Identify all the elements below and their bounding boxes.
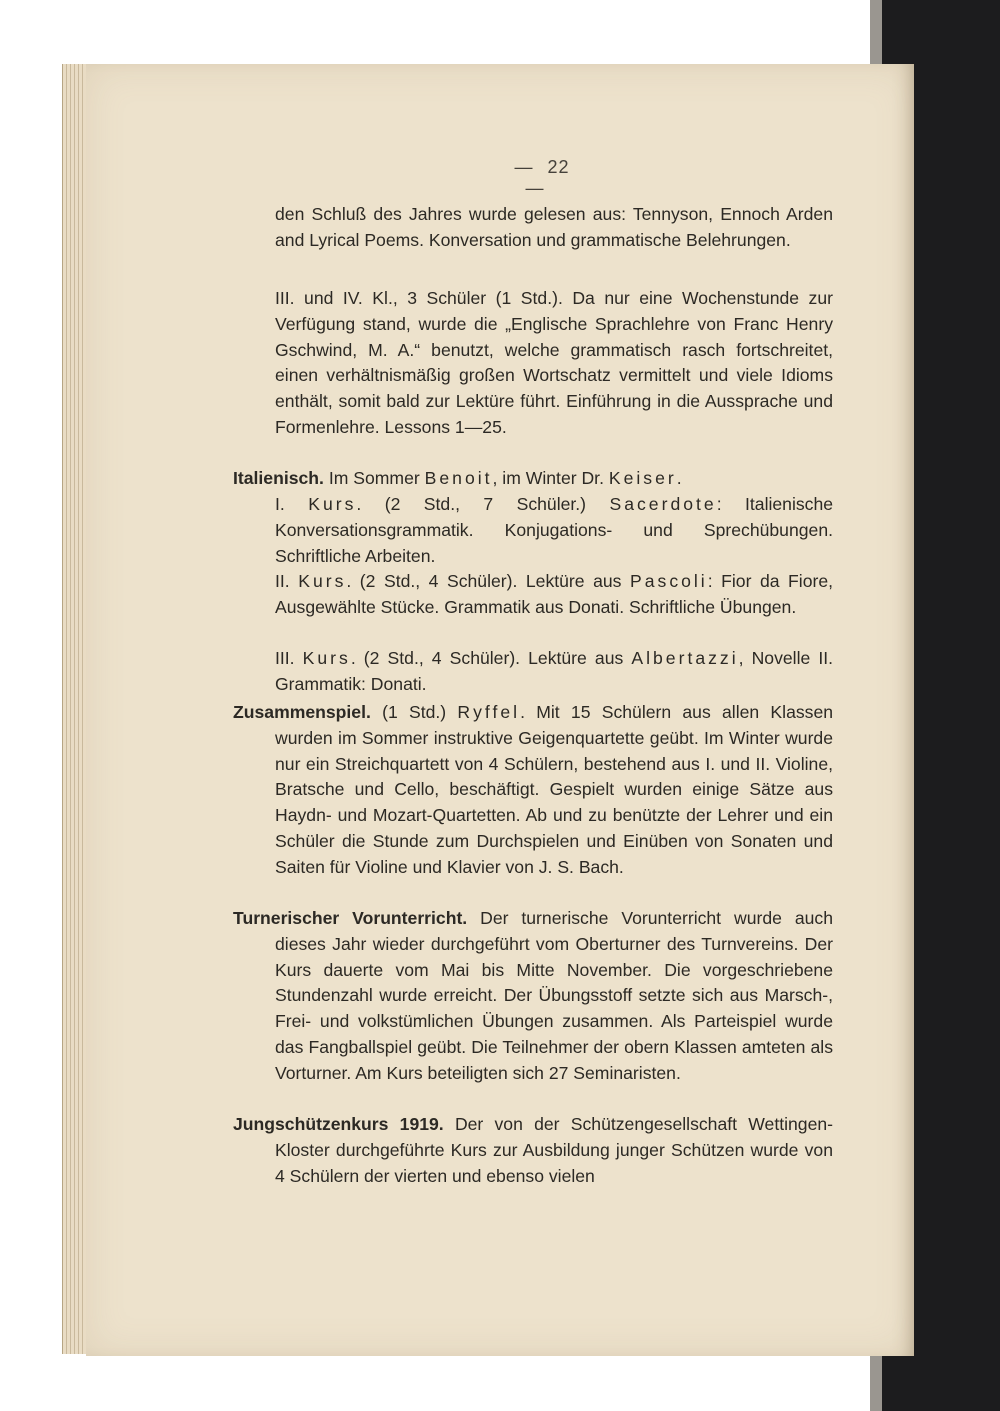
paragraph-continuation xyxy=(233,202,833,254)
author-name: Albertazzi xyxy=(631,648,739,668)
text-span: I. xyxy=(275,494,285,514)
paragraph-text xyxy=(233,286,833,441)
teacher-name: Keiser xyxy=(608,468,677,488)
page-number: — 22— xyxy=(514,157,570,198)
section-text xyxy=(233,1112,833,1189)
section-turnerischer-vorunterricht xyxy=(233,906,833,1087)
course-1 xyxy=(233,492,833,569)
course-text xyxy=(233,569,833,621)
text-span: : Fior da Fiore, Ausgewählte Stücke. Grammatik aus Donati. Schriftliche Übungen. xyxy=(275,571,834,617)
text-span: : Italienische Konversationsgrammatik. Konjugations- und Sprechübungen. Schriftliche Arbeiten. xyxy=(275,494,834,566)
course-label: Kurs xyxy=(302,648,351,668)
course-text xyxy=(233,646,833,698)
section-jungschuetzenkurs xyxy=(233,1112,833,1189)
text-span: Der von der Schützengesellschaft Wettingen-Kloster durchgeführte Kurs zur Ausbildung junger Schützen wurde von 4 Schülern der vierten und ebenso vielen xyxy=(275,1114,834,1186)
page-number-value: 22 xyxy=(547,157,570,177)
text-span: . (2 Std., 4 Schüler). Lektüre aus xyxy=(350,648,624,668)
course-label: Kurs xyxy=(298,571,347,591)
text-span: . Mit 15 Schülern aus allen Klassen wurden im Sommer instruktive Geigenquartette geübt. Im Winter wurde nur ein Streichquartett von 4 Schülern, bestehend aus I. und II. Violine, Bratsche und Cello, beschäftigt. Gespielt wurden einige Sätze aus Haydn- und Mozart-Quartetten. Ab und zu benützte der Lehrer und ein Schüler die Stunde zum Durchspielen und Einüben von Sonaten und Saiten für Violine und Klavier von J. S. Bach. xyxy=(275,702,834,877)
section-heading: Zusammenspiel. xyxy=(233,702,371,722)
author-name: Pascoli xyxy=(630,571,708,591)
course-label: Kurs xyxy=(308,494,357,514)
teacher-name: Ryffel xyxy=(457,702,521,722)
paragraph-body: III. und IV. Kl., 3 Schüler (1 Std.). Da nur eine Wochenstunde zur Verfügung stand, wurde die „Englische Sprachlehre von Franc Henry Gschwind, M. A.“ benutzt, welche grammatisch rasch fortschreitet, einen verhältnismäßig großen Wortschatz vermittelt und viele Idioms enthält, somit bald zur Lektüre führt. Einführung in die Aussprache und Formenlehre. Lessons 1—25. xyxy=(275,288,833,437)
paragraph-class-3-4 xyxy=(233,286,833,441)
teacher-name: Benoit xyxy=(424,468,493,488)
section-text xyxy=(233,906,833,1087)
text-span: , im Winter Dr. xyxy=(492,468,604,488)
text-span: , Novelle II. Grammatik: Donati. xyxy=(275,648,834,694)
text-span: . (2 Std., 7 Schüler.) xyxy=(356,494,587,514)
section-text xyxy=(233,700,833,881)
course-text xyxy=(233,492,833,569)
section-heading: Italienisch. xyxy=(233,468,324,488)
course-3 xyxy=(233,646,833,698)
section-heading: Turnerischer Vorunterricht. xyxy=(233,908,468,928)
text-span: III. xyxy=(275,648,295,668)
text-span: (1 Std.) xyxy=(382,702,447,722)
text-span: . xyxy=(676,468,682,488)
text-span: Im Sommer xyxy=(328,468,420,488)
paragraph-text: den Schluß des Jahres wurde gelesen aus: Tennyson, Ennoch Arden and Lyrical Poems. Konversation und grammatische Belehrungen. xyxy=(275,204,833,250)
text-span: . (2 Std., 4 Schüler). Lektüre aus xyxy=(346,571,622,591)
section-zusammenspiel xyxy=(233,700,833,881)
author-name: Sacerdote xyxy=(609,494,717,514)
text-span: Der turnerische Vorunterricht wurde auch dieses Jahr wieder durchgeführt vom Oberturner des Turnvereins. Der Kurs dauerte vom Mai bis Mitte November. Die vorgeschriebene Stundenzahl wurde erreicht. Der Übungsstoff setzte sich aus Marsch-, Frei- und volkstümlichen Übungen zusammen. Als Parteispiel wurde das Fangballspiel geübt. Die Teilnehmer der obern Klassen amteten als Vorturner. Am Kurs beteiligten sich 27 Seminaristen. xyxy=(275,908,833,1083)
section-heading: Jungschützenkurs 1919. xyxy=(233,1114,444,1134)
section-italienisch xyxy=(233,466,833,492)
course-2 xyxy=(233,569,833,621)
text-span: II. xyxy=(275,571,290,591)
section-heading-line xyxy=(233,466,833,492)
